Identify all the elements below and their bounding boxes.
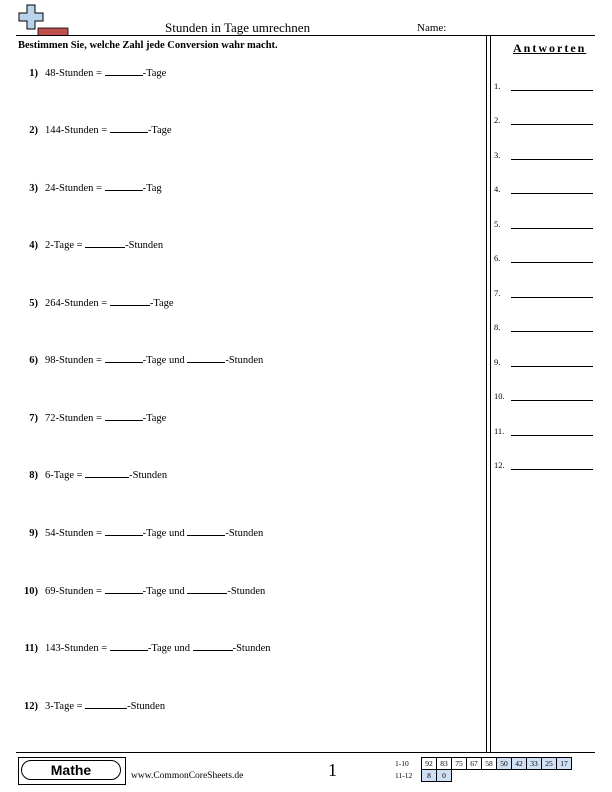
problem-text: 3-Tage = — [45, 701, 86, 712]
problem-text: 264-Stunden = — [45, 298, 110, 309]
problem-text: 143-Stunden = — [45, 643, 110, 654]
answer-blank[interactable] — [105, 526, 143, 536]
score-cell: 33 — [527, 758, 542, 770]
score-empty — [542, 770, 557, 782]
problem-unit: -Tage und — [147, 643, 193, 654]
brand-label: Mathe — [21, 760, 121, 780]
problem-1 — [18, 66, 166, 79]
answer-blank[interactable] — [105, 66, 143, 76]
score-cell: 58 — [482, 758, 497, 770]
problem-unit: -Tage — [142, 68, 167, 79]
problem-text: 48-Stunden = — [45, 68, 105, 79]
score-empty — [512, 770, 527, 782]
score-row-label: 11-12 — [395, 771, 413, 780]
answer-line[interactable] — [511, 297, 593, 298]
score-cell: 83 — [437, 758, 452, 770]
answer-blank[interactable] — [110, 123, 148, 133]
problem-number: 11) — [24, 643, 38, 654]
problem-number: 12) — [24, 701, 38, 712]
answer-number: 11. — [494, 426, 505, 436]
problem-unit: -Tage und — [142, 528, 188, 539]
answer-blank[interactable] — [105, 353, 143, 363]
problem-7 — [18, 411, 166, 424]
problem-number: 3) — [29, 183, 38, 194]
score-cell: 0 — [437, 770, 452, 782]
problem-unit: -Stunden — [125, 240, 164, 251]
answer-line[interactable] — [511, 435, 593, 436]
score-cell: 67 — [467, 758, 482, 770]
answer-line[interactable] — [511, 366, 593, 367]
problem-5 — [18, 296, 174, 309]
problem-number: 7) — [29, 413, 38, 424]
column-divider — [486, 36, 487, 752]
answer-blank[interactable] — [187, 584, 227, 594]
name-label: Name: — [417, 22, 447, 34]
score-cell: 75 — [452, 758, 467, 770]
problem-unit: -Stunden — [129, 470, 168, 481]
answer-number: 10. — [494, 391, 505, 401]
problem-number: 8) — [29, 470, 38, 481]
answer-number: 12. — [494, 460, 505, 470]
problem-number: 5) — [29, 298, 38, 309]
problem-text: 98-Stunden = — [45, 355, 105, 366]
score-cell: 17 — [557, 758, 572, 770]
problem-6 — [18, 353, 263, 366]
problem-unit: -Tag — [142, 183, 162, 194]
problem-text: 69-Stunden = — [45, 586, 105, 597]
problem-8 — [18, 468, 167, 481]
score-empty — [527, 770, 542, 782]
score-empty — [557, 770, 572, 782]
problem-text: 24-Stunden = — [45, 183, 105, 194]
answer-blank[interactable] — [187, 353, 225, 363]
column-divider — [490, 36, 491, 752]
answer-number: 4. — [494, 184, 501, 194]
answer-blank[interactable] — [187, 526, 225, 536]
answer-line[interactable] — [511, 262, 593, 263]
answer-line[interactable] — [511, 228, 593, 229]
problem-unit: -Tage und — [142, 355, 188, 366]
answer-number: 6. — [494, 253, 501, 263]
answer-line[interactable] — [511, 193, 593, 194]
problem-text: 72-Stunden = — [45, 413, 105, 424]
answer-blank[interactable] — [105, 584, 143, 594]
problem-text: 54-Stunden = — [45, 528, 105, 539]
answer-blank[interactable] — [85, 238, 125, 248]
answer-blank[interactable] — [110, 641, 148, 651]
score-empty — [497, 770, 512, 782]
answer-number: 1. — [494, 81, 501, 91]
problem-number: 4) — [29, 240, 38, 251]
problem-12 — [18, 699, 165, 712]
problem-number: 9) — [29, 528, 38, 539]
answer-number: 3. — [494, 150, 501, 160]
problem-number: 1) — [29, 68, 38, 79]
page-number: 1 — [328, 760, 337, 780]
plus-logo-icon — [18, 4, 70, 36]
answer-blank[interactable] — [105, 181, 143, 191]
answer-blank[interactable] — [85, 468, 129, 478]
answer-number: 5. — [494, 219, 501, 229]
problem-unit: -Tage — [142, 413, 167, 424]
answer-number: 9. — [494, 357, 501, 367]
worksheet-title: Stunden in Tage umrechnen — [165, 20, 311, 35]
score-empty — [482, 770, 497, 782]
score-cell: 92 — [422, 758, 437, 770]
score-cell: 50 — [497, 758, 512, 770]
instructions: Bestimmen Sie, welche Zahl jede Conversion wahr macht. — [18, 40, 278, 51]
problem-2 — [18, 123, 172, 136]
header-divider — [16, 35, 595, 36]
score-empty — [452, 770, 467, 782]
score-row-label: 1-10 — [395, 759, 409, 768]
score-row-11-12 — [395, 770, 572, 782]
problem-unit: -Stunden — [225, 355, 264, 366]
problem-number: 6) — [29, 355, 38, 366]
problem-number: 10) — [24, 586, 38, 597]
problem-text: 6-Tage = — [45, 470, 86, 481]
score-row-1-10 — [395, 758, 572, 770]
answer-line[interactable] — [511, 469, 593, 470]
answer-blank[interactable] — [193, 641, 233, 651]
problem-4 — [18, 238, 163, 251]
problem-unit: -Stunden — [127, 701, 166, 712]
score-table — [395, 757, 572, 782]
answer-line[interactable] — [511, 331, 593, 332]
answer-line[interactable] — [511, 90, 593, 91]
score-cell: 42 — [512, 758, 527, 770]
problem-unit: -Tage — [147, 125, 172, 136]
score-cell: 25 — [542, 758, 557, 770]
answer-number: 2. — [494, 115, 501, 125]
answer-number: 8. — [494, 322, 501, 332]
answer-number: 7. — [494, 288, 501, 298]
answer-line[interactable] — [511, 159, 593, 160]
problem-unit: -Stunden — [232, 643, 271, 654]
problem-unit: -Stunden — [227, 586, 266, 597]
score-empty — [467, 770, 482, 782]
problem-3 — [18, 181, 162, 194]
problem-number: 2) — [29, 125, 38, 136]
answer-blank[interactable] — [105, 411, 143, 421]
answer-line[interactable] — [511, 124, 593, 125]
answer-blank[interactable] — [85, 699, 127, 709]
site-url: www.CommonCoreSheets.de — [131, 771, 244, 781]
problem-11 — [18, 641, 271, 654]
problem-10 — [18, 584, 265, 597]
problem-9 — [18, 526, 263, 539]
footer-divider — [16, 752, 595, 753]
problem-unit: -Tage und — [142, 586, 188, 597]
answer-line[interactable] — [511, 400, 593, 401]
problem-unit: -Tage — [149, 298, 174, 309]
score-cell: 8 — [422, 770, 437, 782]
problem-text: 2-Tage = — [45, 240, 86, 251]
problem-text: 144-Stunden = — [45, 125, 110, 136]
answer-blank[interactable] — [110, 296, 150, 306]
problem-unit: -Stunden — [225, 528, 264, 539]
answers-title: Antworten — [513, 41, 587, 55]
